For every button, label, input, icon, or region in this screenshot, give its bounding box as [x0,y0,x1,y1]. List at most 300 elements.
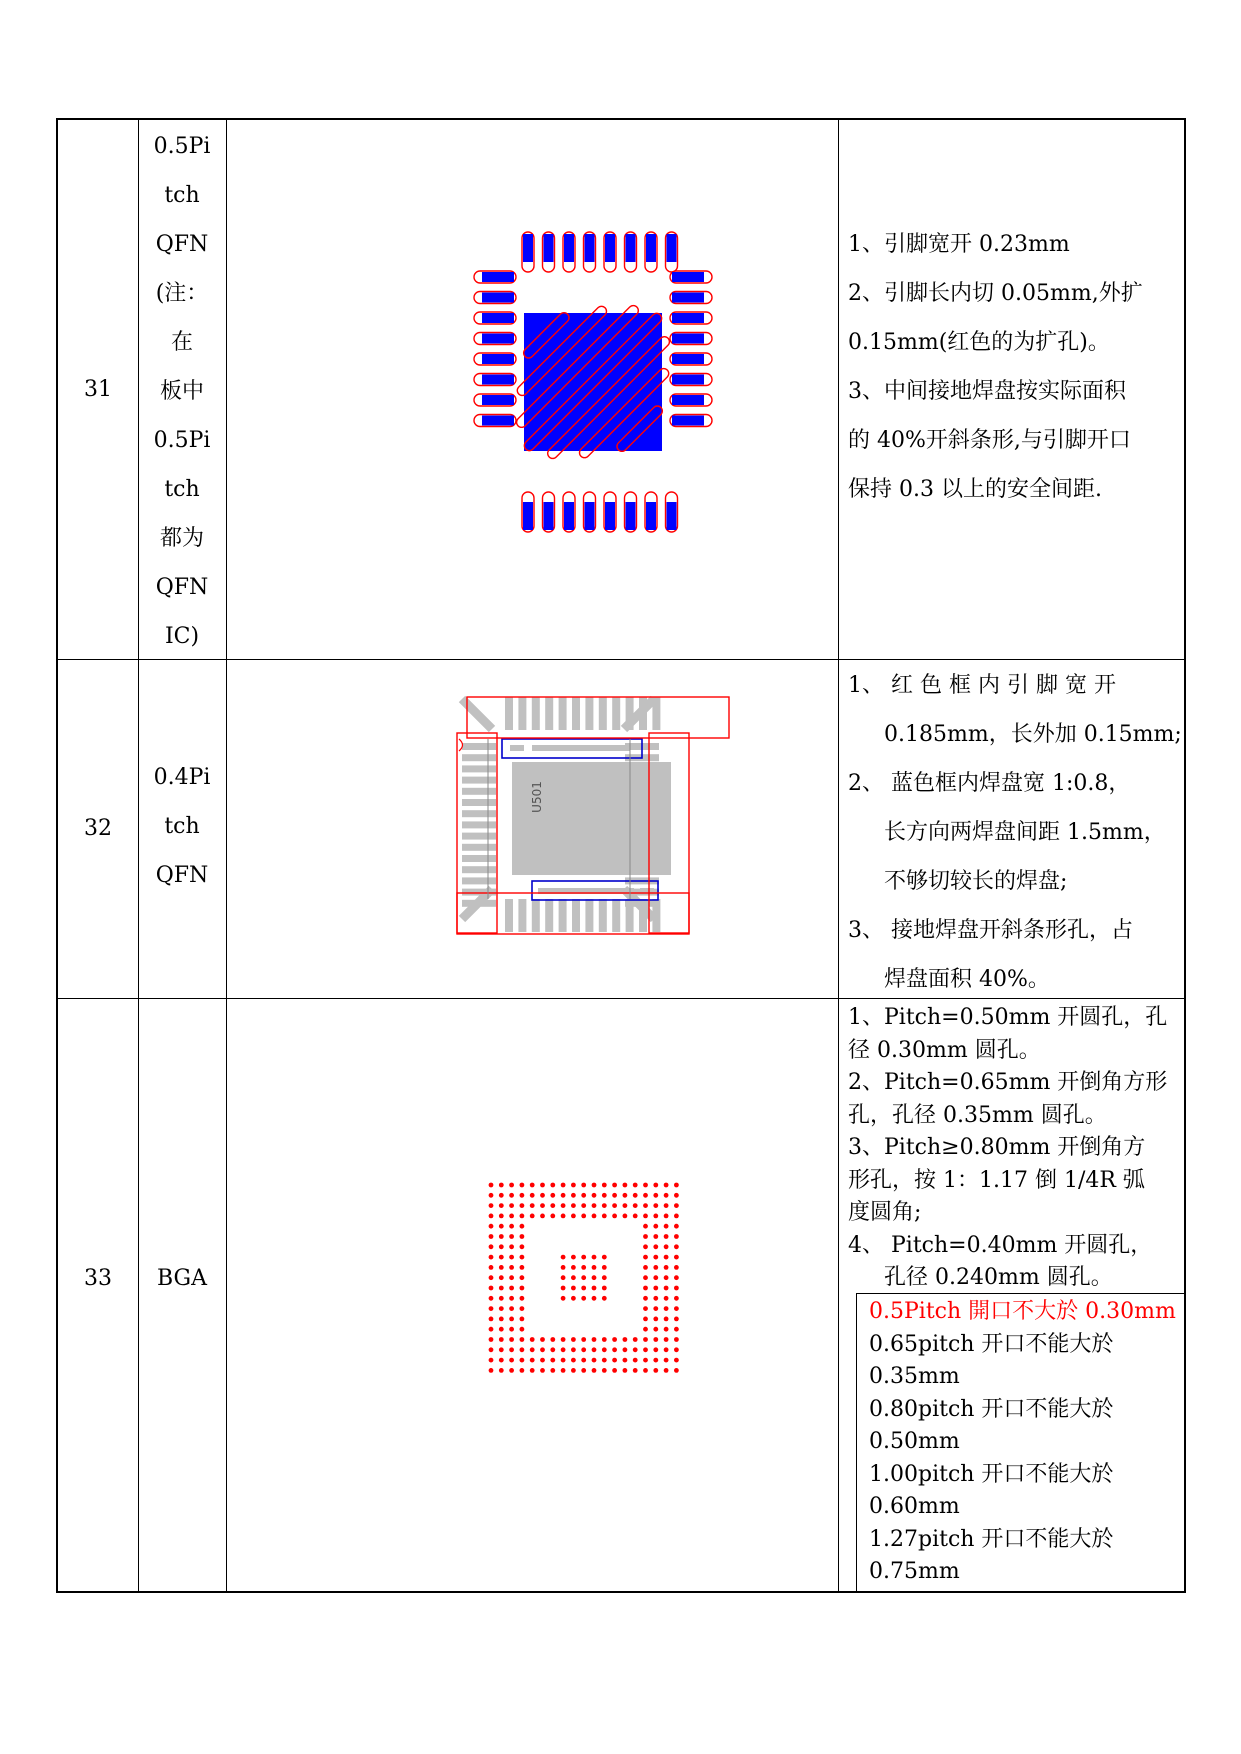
bga-aperture-limits-box [856,1293,1186,1593]
bga-ball [561,1358,566,1363]
pin-pad [505,899,513,932]
bga-ball [489,1296,494,1301]
pin-pad [652,697,660,730]
bga-ball [592,1255,597,1260]
bga-ball [520,1327,525,1332]
bga-ball [581,1183,586,1188]
limit-line: 0.50mm [869,1429,960,1454]
bga-ball [509,1368,514,1373]
bga-ball [550,1347,555,1352]
note-line: 孔，孔径 0.35mm 圆孔。 [848,1102,1107,1128]
bga-ball [592,1368,597,1373]
bga-ball [623,1347,628,1352]
pin-pad [462,844,496,851]
bga-ball [509,1203,514,1208]
pin-pad [672,375,704,385]
bga-ball [643,1327,648,1332]
pin-pad [626,697,634,730]
note-line: 焊盘面积 40%。 [884,967,1050,992]
bga-ball [674,1347,679,1352]
package-name-line: tch [164,183,200,208]
bga-ball [643,1317,648,1322]
bga-ball [520,1193,525,1198]
bga-ball [520,1214,525,1219]
bga-ball [674,1234,679,1239]
bga-ball [520,1224,525,1229]
pin-pad [462,765,496,772]
bga-ball [540,1183,545,1188]
bga-ball [561,1183,566,1188]
bga-ball [643,1203,648,1208]
row-notes [838,661,1184,1004]
pin-pad [585,502,595,530]
bga-ball [643,1337,648,1342]
pin-pad [672,293,704,303]
bga-ball [499,1347,504,1352]
bga-ball [561,1203,566,1208]
pin-pad [559,697,567,730]
bga-ball [653,1255,658,1260]
bga-ball [540,1358,545,1363]
bga-ball [633,1368,638,1373]
pin-pad [626,234,636,262]
pin-pad [462,889,496,896]
bga-ball [643,1296,648,1301]
bga-ball [520,1203,525,1208]
bga-ball [643,1265,648,1270]
bga-ball [489,1275,494,1280]
note-line: 1、Pitch=0.50mm 开圆孔，孔 [848,1005,1168,1030]
bga-ball [653,1234,658,1239]
pin-pad [564,502,574,530]
bga-ball [540,1193,545,1198]
pin-pad [672,272,704,282]
bga-ball [592,1214,597,1219]
bga-ball [540,1347,545,1352]
bga-ball [571,1286,576,1291]
bga-ball [561,1193,566,1198]
bga-ball [509,1347,514,1352]
bga-ball [674,1306,679,1311]
bga-ball [664,1275,669,1280]
bga-ball [520,1255,525,1260]
pin-pad [646,502,656,530]
bga-ball [581,1214,586,1219]
package-name-line: 0.5Pi [153,428,211,453]
package-name-line: tch [164,477,200,502]
bga-ball [561,1337,566,1342]
bga-ball [633,1193,638,1198]
pin-pad [585,697,593,730]
bga-ball [499,1183,504,1188]
bga-ball [581,1275,586,1280]
pin-pad [625,900,659,907]
bga-ball [489,1347,494,1352]
bga-ball [509,1337,514,1342]
bga-ball [674,1193,679,1198]
bga-ball [643,1224,648,1229]
bga-ball [674,1368,679,1373]
bga-ball [623,1368,628,1373]
bga-ball [592,1275,597,1280]
bga-ball [592,1286,597,1291]
bga-ball [664,1368,669,1373]
qfn-05-pad-diagram [226,120,838,659]
bga-ball [520,1234,525,1239]
bga-ball [489,1255,494,1260]
package-name-line: IC) [164,624,200,649]
bga-ball [520,1358,525,1363]
pin-pad [462,821,496,828]
bga-ball [581,1358,586,1363]
bga-ball [581,1296,586,1301]
bga-ball [499,1193,504,1198]
pin-pad [462,877,496,884]
bga-ball [581,1203,586,1208]
bga-ball [489,1306,494,1311]
pin-pad [462,788,496,795]
bga-ball [520,1337,525,1342]
bga-ball [602,1214,607,1219]
bga-ball [602,1265,607,1270]
pin-pad [612,899,620,932]
pin-pad [532,899,540,932]
note-line: 形孔，按 1：1.17 倒 1/4R 弧 [848,1167,1145,1193]
component-designator: U501 [530,781,544,813]
bga-ball [664,1347,669,1352]
package-name-line: 0.4Pi [153,765,211,790]
pin-pad [482,416,514,426]
pin-pad [572,697,580,730]
row-notes [838,1002,1184,1295]
bga-ball [664,1296,669,1301]
bga-ball [571,1368,576,1373]
bga-ball [581,1337,586,1342]
bga-ball [520,1296,525,1301]
bga-ball [561,1286,566,1291]
bga-ball [571,1296,576,1301]
bga-ball [612,1337,617,1342]
pin-pad [482,293,514,303]
bga-ball [520,1244,525,1249]
bga-ball [499,1224,504,1229]
note-line: 孔径 0.240mm 圆孔。 [884,1265,1113,1290]
bga-ball [653,1327,658,1332]
bga-ball [664,1306,669,1311]
pin-pad [482,375,514,385]
note-line: 0.15mm(红色的为扩孔)。 [848,330,1110,355]
bga-ball [623,1203,628,1208]
bga-ball-diagram [226,998,838,1593]
bga-ball [674,1265,679,1270]
bga-ball [499,1275,504,1280]
inner-pad [510,745,524,751]
pin-pad [462,799,496,806]
note-line: 1、引脚宽开 0.23mm [848,232,1070,257]
bga-ball [653,1265,658,1270]
bga-ball [499,1203,504,1208]
bga-ball [489,1327,494,1332]
pin-pad [672,354,704,364]
bga-ball [643,1275,648,1280]
pin-pad [523,502,533,530]
note-line: 4、 Pitch=0.40mm 开圆孔， [848,1232,1153,1258]
bga-ball [489,1286,494,1291]
pin-pad [462,777,496,784]
bga-ball [643,1286,648,1291]
bga-ball [653,1286,658,1291]
package-name-line: 都为 [159,526,204,551]
package-name-line: 在 [170,330,193,355]
bga-ball [561,1265,566,1270]
note-line: 2、 蓝色框内焊盘宽 1:0.8， [848,771,1131,796]
bga-ball [530,1337,535,1342]
bga-ball [623,1337,628,1342]
bga-ball [612,1214,617,1219]
note-line: 2、引脚长内切 0.05mm,外扩 [848,281,1143,306]
qfn-04-pad-diagram [226,659,838,998]
package-name: BGA [156,1266,208,1291]
bga-ball [550,1368,555,1373]
bga-ball [571,1214,576,1219]
bga-ball [623,1193,628,1198]
bga-ball [664,1327,669,1332]
bga-ball [489,1193,494,1198]
bga-ball [643,1214,648,1219]
limit-line: 1.00pitch 开口不能大於 [869,1461,1114,1487]
pin-pad [462,810,496,817]
bga-ball [643,1347,648,1352]
bga-ball [489,1244,494,1249]
bga-ball [612,1183,617,1188]
bga-ball [633,1358,638,1363]
bga-ball [602,1368,607,1373]
bga-ball [550,1193,555,1198]
bga-ball [602,1286,607,1291]
bga-ball [509,1224,514,1229]
row-number: 32 [84,816,112,841]
bga-ball [592,1347,597,1352]
bga-ball [509,1265,514,1270]
bga-ball [674,1224,679,1229]
bga-ball [664,1358,669,1363]
bga-ball [520,1347,525,1352]
bga-ball [561,1255,566,1260]
bga-ball [509,1214,514,1219]
bga-ball [664,1244,669,1249]
bga-ball [592,1183,597,1188]
pin-pad [612,697,620,730]
bga-ball [674,1358,679,1363]
bga-ball [561,1214,566,1219]
pin-pad [544,502,554,530]
bga-ball [509,1327,514,1332]
bga-ball [509,1275,514,1280]
bga-ball [489,1368,494,1373]
bga-ball [571,1347,576,1352]
limit-line: 0.60mm [869,1494,960,1519]
bga-ball [581,1286,586,1291]
bga-ball [489,1183,494,1188]
bga-ball [664,1183,669,1188]
limit-line: 1.27pitch 开口不能大於 [869,1526,1114,1552]
bga-ball [674,1244,679,1249]
bga-ball [489,1203,494,1208]
bga-ball [602,1358,607,1363]
bga-ball [643,1358,648,1363]
bga-ball [612,1203,617,1208]
limit-line: 0.35mm [869,1364,960,1389]
bga-ball [653,1358,658,1363]
bga-ball [653,1337,658,1342]
bga-ball [489,1265,494,1270]
bga-ball [653,1368,658,1373]
bga-ball [581,1347,586,1352]
bga-ball [520,1265,525,1270]
bga-ball [602,1193,607,1198]
pin-pad [462,900,496,907]
qfn-04-figure [226,659,838,998]
pin-pad [572,899,580,932]
bga-ball [592,1296,597,1301]
bga-ball [509,1234,514,1239]
bga-ball [653,1183,658,1188]
bga-ball [643,1183,648,1188]
bga-ball [664,1265,669,1270]
bga-ball [623,1358,628,1363]
bga-ball [592,1265,597,1270]
bga-ball [592,1203,597,1208]
pin-pad [505,697,513,730]
bga-ball [571,1358,576,1363]
pin-pad [482,354,514,364]
bga-ball [664,1224,669,1229]
bga-ball [530,1193,535,1198]
bga-ball [509,1193,514,1198]
bga-ball [674,1255,679,1260]
bga-ball [643,1244,648,1249]
pin-pad [639,697,647,730]
bga-ball [561,1296,566,1301]
pin-pad [667,234,677,262]
row-number: 33 [84,1266,112,1291]
red-arc [459,739,463,751]
bga-ball [550,1358,555,1363]
bga-ball [581,1368,586,1373]
note-line: 保持 0.3 以上的安全间距. [848,477,1102,502]
note-line: 不够切较长的焊盘; [884,869,1068,894]
bga-ball [653,1347,658,1352]
bga-ball [664,1286,669,1291]
bga-ball [653,1244,658,1249]
bga-ball [520,1306,525,1311]
bga-ball [623,1214,628,1219]
bga-ball [602,1347,607,1352]
pin-pad [462,833,496,840]
bga-ball [550,1214,555,1219]
pin-pad [667,502,677,530]
bga-ball [561,1368,566,1373]
bga-ball [643,1255,648,1260]
bga-ball [633,1183,638,1188]
bga-ball [520,1183,525,1188]
bga-ball [499,1214,504,1219]
pin-pad [564,234,574,262]
bga-ball [633,1203,638,1208]
bga-ball [612,1193,617,1198]
bga-ball [571,1203,576,1208]
bga-ball [674,1337,679,1342]
bga-ball [509,1296,514,1301]
bga-ball [499,1265,504,1270]
pin-pad [672,395,704,405]
bga-ball [520,1286,525,1291]
package-name-line: QFN [155,232,209,257]
bga-ball [540,1214,545,1219]
highlight-line: 0.5Pitch 開口不大於 0.30mm [869,1299,1176,1324]
bga-ball [674,1183,679,1188]
bga-ball [581,1193,586,1198]
note-line: 0.185mm，长外加 0.15mm; [884,722,1182,747]
pin-pad [646,234,656,262]
package-name [138,753,226,900]
bga-ball [571,1265,576,1270]
bga-ball [674,1275,679,1280]
bga-ball [674,1214,679,1219]
pin-pad [599,697,607,730]
bga-ball [509,1306,514,1311]
bga-ball [509,1358,514,1363]
note-line: 1、 红 色 框 内 引 脚 宽 开 [848,673,1116,698]
pin-pad [518,697,526,730]
bga-ball [602,1275,607,1280]
bga-ball [633,1337,638,1342]
bga-ball [653,1193,658,1198]
bga-ball [509,1286,514,1291]
bga-ball [623,1183,628,1188]
bga-ball [571,1183,576,1188]
bga-ball [612,1358,617,1363]
bga-ball [571,1193,576,1198]
bga-ball [643,1234,648,1239]
package-name-line: QFN [155,863,209,888]
pin-pad [605,502,615,530]
bga-ball [674,1203,679,1208]
bga-ball [509,1183,514,1188]
bga-ball [520,1317,525,1322]
pin-pad [462,866,496,873]
bga-ball [540,1203,545,1208]
ground-pad [512,762,671,875]
pin-pad [599,899,607,932]
pin-pad [545,899,553,932]
bga-ball [550,1183,555,1188]
bga-ball [664,1203,669,1208]
note-line: 2、Pitch=0.65mm 开倒角方形 [848,1070,1168,1095]
package-name-line: QFN [155,575,209,600]
bga-figure [226,998,838,1593]
pin-pad [462,754,496,761]
package-name [138,122,226,661]
bga-ball [664,1214,669,1219]
note-line: 3、Pitch≥0.80mm 开倒角方 [848,1135,1146,1160]
bga-ball [489,1224,494,1229]
bga-ball [509,1244,514,1249]
bga-ball [571,1337,576,1342]
bga-ball [499,1327,504,1332]
note-line: 径 0.30mm 圆孔。 [848,1037,1041,1063]
note-line: 3、中间接地焊盘按实际面积 [848,379,1126,404]
